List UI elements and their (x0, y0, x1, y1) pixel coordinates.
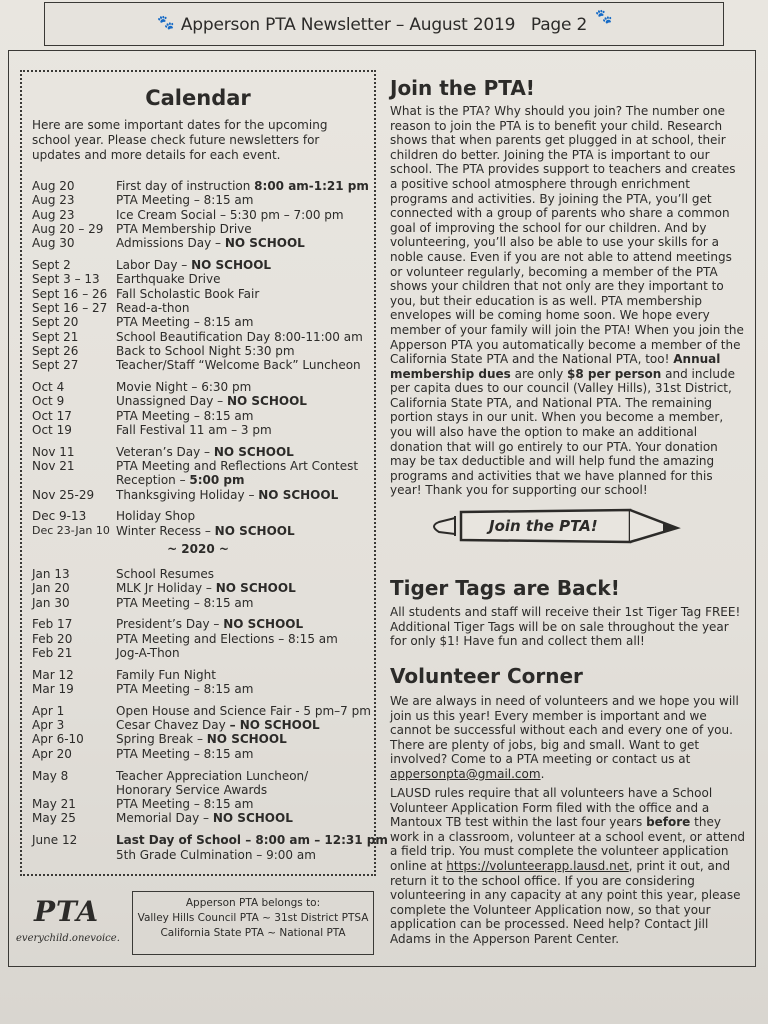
event-date: Feb 17 (32, 617, 73, 632)
event-text: Family Fun Night (116, 667, 216, 682)
event-text: PTA Meeting and Reflections Art Contest (116, 458, 359, 473)
header-title (45, 15, 723, 35)
tiger-tags-body: All students and staff will receive their 1st Tiger Tag FREE! Additional Tiger Tags will be on sale throughout the year for only $1! Have fun and collect them all! (390, 605, 741, 649)
event-date: Sept 2 (32, 258, 71, 272)
pencil-graphic (425, 502, 685, 550)
affiliation-line: Valley Hills Council PTA ~ 31st District PTSA (137, 912, 369, 924)
event-date: Jan 13 (32, 566, 70, 581)
event-date: Sept 20 (32, 315, 79, 330)
event-description (116, 179, 369, 193)
event-date: Aug 30 (32, 236, 75, 251)
event-description (116, 301, 189, 315)
event-date: May 8 (32, 768, 69, 783)
event-description (116, 380, 251, 394)
event-text: Ice Cream Social – 5:30 pm – 7:00 pm (116, 207, 344, 222)
event-date: Mar 19 (32, 682, 74, 696)
event-description (116, 330, 363, 344)
rules-text: , print it out, and return it to the school office. If you are considering volunteering in any capacity at any point this year, please complete the Volunteer Application now, so that your application can be processed. Need help? Contact Jill Adams in the Apperson Parent Center. (390, 858, 741, 946)
event-highlight: Last Day of School – 8:00 am – 12:31 pm (116, 833, 388, 848)
event-date: Mar 12 (32, 667, 74, 682)
event-text: Admissions Day – (116, 236, 225, 251)
dues-mid: are only (510, 366, 568, 381)
calendar-title: Calendar (145, 86, 251, 110)
event-description (116, 344, 295, 358)
event-text: PTA Meeting – 8:15 am (116, 682, 254, 696)
event-description (116, 783, 267, 797)
join-title: Join the PTA! (390, 76, 535, 100)
event-highlight: NO SCHOOL (212, 811, 293, 826)
event-highlight: NO SCHOOL (191, 258, 272, 272)
event-highlight: 5:00 pm (189, 473, 245, 488)
volunteer-app-link[interactable]: https://volunteerapp.lausd.net (446, 858, 629, 873)
tiger-tags-title: Tiger Tags are Back! (390, 576, 620, 600)
event-description (116, 833, 388, 847)
paw-print-icon: 🐾 (157, 15, 175, 31)
event-description (116, 581, 296, 595)
pencil-eraser (434, 518, 455, 534)
event-description (116, 567, 214, 581)
volunteer-paragraph: We are always in need of volunteers and we hope you will join us this year! Every member is important and we cannot be successful without each and every one of you. There are plenty of jobs, big and small. Want to get involved? Come to a PTA meeting or contact us at (390, 694, 739, 767)
calendar-box (20, 70, 388, 876)
event-text: First day of instruction (116, 179, 255, 193)
event-text: President’s Day – (116, 617, 224, 632)
event-highlight: NO SCHOOL (258, 487, 339, 502)
event-description (116, 646, 180, 660)
event-text: Spring Break – (116, 732, 207, 747)
event-text: Fall Scholastic Book Fair (116, 286, 260, 301)
event-date: May 25 (32, 811, 76, 826)
event-date: Sept 3 – 13 (32, 272, 100, 287)
affiliation-line: Apperson PTA belongs to: (185, 897, 321, 909)
event-text: Movie Night – 6:30 pm (116, 379, 252, 394)
event-date: Dec 9-13 (32, 509, 87, 524)
volunteer-rules (390, 786, 746, 947)
event-description (116, 445, 294, 459)
event-description (116, 509, 195, 523)
event-description (116, 236, 305, 250)
event-text: Honorary Service Awards (116, 782, 268, 797)
affiliation-box (132, 891, 374, 955)
event-date: Aug 23 (32, 193, 75, 208)
event-text: Earthquake Drive (116, 272, 221, 287)
event-date: Apr 20 (32, 746, 72, 761)
event-description (116, 632, 338, 646)
event-text: Unassigned Day – (116, 394, 227, 409)
event-highlight: NO SCHOOL (215, 581, 296, 596)
event-description (116, 208, 344, 222)
event-text: School Resumes (116, 566, 215, 581)
volunteer-intro: We are always in need of volunteers and we hope you will join us this year! Every member is important and we cannot be successful without each and every one of you. There are plenty of jobs, big and small. Want to get involved? Come to a PTA meeting or contact us at appersonpta@gmail.com. (390, 694, 739, 781)
event-date: Sept 26 (32, 343, 79, 358)
year-divider: ~ 2020 ~ (167, 542, 229, 556)
join-body (390, 104, 746, 498)
event-date: Jan 20 (32, 581, 70, 596)
event-text: Holiday Shop (116, 509, 196, 524)
event-description (116, 617, 303, 631)
event-description (116, 459, 358, 473)
event-text: 5th Grade Culmination – 9:00 am (116, 847, 316, 862)
event-description (116, 258, 271, 272)
event-description (116, 797, 253, 811)
event-date: Aug 20 – 29 (32, 221, 104, 236)
join-paragraph: What is the PTA? Why should you join? The number one reason to join the PTA is to benefit your child. Research shows that when parents get plugged in at school, their children do better. Joining the PTA is important to our school. The PTA provides support to teachers and creates a positive school atmosphere through enrichment programs and activities. By joining the PTA, you’ll get connected with a group of parents who share a common goal of improving the school for our children. And by volunteering, you’ll also be able to use your skills for a noble cause. Even if you are not able to attend meetings or volunteer regularly, becoming a member of the PTA shows your children that not only are they important to you, but their education is as well. PTA membership envelopes will be coming home soon. We hope every member of your family will join the PTA! When you join the Apperson PTA you automatically become a member of the California State PTA and the National PTA, too! (390, 104, 744, 367)
event-date: Aug 23 (32, 207, 75, 222)
event-description (116, 394, 307, 408)
event-text: PTA Meeting – 8:15 am (116, 595, 254, 610)
event-text: PTA Meeting – 8:15 am (116, 746, 254, 761)
event-description (116, 409, 253, 423)
event-date: Nov 25-29 (32, 487, 95, 502)
event-text: Labor Day – (116, 258, 192, 272)
event-highlight: NO SCHOOL (206, 732, 287, 747)
event-date: Sept 27 (32, 358, 79, 373)
pta-logo-tagline: everychild.onevoice. (16, 933, 120, 944)
event-description (116, 358, 361, 372)
event-text: Reception – (116, 473, 190, 488)
pta-logo-mark: PTA (34, 895, 100, 928)
event-description (116, 848, 316, 862)
newsletter-header (44, 2, 724, 46)
event-description (116, 668, 216, 682)
event-description (116, 315, 253, 329)
event-date: Oct 17 (32, 408, 72, 423)
event-description (116, 811, 293, 825)
event-date: Sept 16 – 27 (32, 300, 108, 315)
event-text: Cesar Chavez Day (116, 718, 230, 733)
event-text: Read-a-thon (116, 300, 190, 315)
event-description (116, 524, 295, 538)
event-text: Jog-A-Thon (116, 645, 180, 660)
event-description (116, 222, 252, 236)
volunteer-title: Volunteer Corner (390, 664, 583, 688)
event-highlight: NO SCHOOL (213, 444, 294, 459)
calendar-intro: Here are some important dates for the upcoming school year. Please check future newsletters for updates and more details for each event. (32, 118, 328, 162)
dues-amount: $8 per person (567, 366, 662, 381)
event-text: Teacher/Staff “Welcome Back” Luncheon (116, 358, 361, 373)
event-text: PTA Meeting – 8:15 am (116, 315, 254, 330)
event-description (116, 769, 308, 783)
event-description (116, 287, 259, 301)
event-description (116, 747, 253, 761)
event-highlight: NO SCHOOL (214, 523, 295, 538)
event-description (116, 704, 371, 718)
dues-label: Annual membership dues (390, 352, 721, 381)
event-date: June 12 (32, 833, 78, 848)
event-highlight: – NO SCHOOL (229, 718, 320, 733)
event-text: Memorial Day – (116, 811, 213, 826)
rules-text: they work in a classroom, volunteer at a school event, or attend a field trip. You must complete the volunteer application online at (390, 815, 746, 873)
event-date: Feb 20 (32, 631, 73, 646)
affiliation-line: California State PTA ~ National PTA (160, 927, 346, 939)
event-text: Fall Festival 11 am – 3 pm (116, 422, 272, 437)
event-highlight: NO SCHOOL (226, 394, 307, 409)
event-date: Oct 4 (32, 379, 65, 394)
event-date: Nov 21 (32, 458, 75, 473)
event-text: Winter Recess – (116, 523, 215, 538)
event-description (116, 272, 220, 286)
pta-logo (14, 895, 126, 955)
event-text: PTA Meeting and Elections – 8:15 am (116, 631, 338, 646)
event-description (116, 732, 287, 746)
event-text: PTA Meeting – 8:15 am (116, 408, 254, 423)
pta-email-link[interactable]: appersonpta@gmail.com (390, 766, 541, 781)
event-description (116, 718, 320, 732)
event-date: Sept 21 (32, 329, 79, 344)
pencil-text: Join the PTA! (489, 517, 598, 535)
event-description (116, 596, 253, 610)
event-text: PTA Meeting – 8:15 am (116, 193, 254, 208)
paw-print-icon: 🐾 (595, 9, 613, 25)
event-date: Aug 20 (32, 179, 75, 193)
event-text: Teacher Appreciation Luncheon/ (116, 768, 309, 783)
event-text: School Beautification Day 8:00-11:00 am (116, 329, 363, 344)
event-highlight: NO SCHOOL (224, 236, 305, 251)
event-date: May 21 (32, 797, 76, 812)
event-description (116, 423, 272, 437)
rules-text: LAUSD rules require that all volunteers have a School Volunteer Application Form filed with the office and a Mantoux TB test within the last four years (390, 786, 713, 830)
event-highlight: NO SCHOOL (223, 617, 304, 632)
event-date: Oct 19 (32, 422, 72, 437)
event-highlight: 8:00 am-1:21 pm (254, 179, 369, 193)
event-text: Veteran’s Day – (116, 444, 214, 459)
event-date: Dec 23-Jan 10 (32, 523, 110, 537)
event-date: Sept 16 – 26 (32, 286, 108, 301)
event-text: Back to School Night 5:30 pm (116, 343, 295, 358)
page-number: Page 2 (530, 15, 588, 35)
event-date: Apr 6-10 (32, 732, 84, 747)
event-description (116, 473, 245, 487)
newsletter-title: Apperson PTA Newsletter – August 2019 (180, 15, 516, 35)
event-date: Apr 1 (32, 703, 65, 718)
event-date: Apr 3 (32, 718, 65, 733)
event-text: PTA Membership Drive (116, 221, 252, 236)
dues-text: and include per capita dues to our council (Valley Hills), 31st District, California State PTA, and National PTA. The remaining portion stays in our unit. When you become a member, you will also have the option to make an additional donation that will go entirely to our PTA. Your donation may be tax deductible and will help fund the amazing programs and activities that we have planned for this year! Thank you for supporting our school! (390, 366, 735, 498)
event-text: Open House and Science Fair - 5 pm–7 pm (116, 703, 371, 718)
event-text: Thanksgiving Holiday – (116, 487, 259, 502)
event-date: Oct 9 (32, 394, 65, 409)
event-description (116, 488, 338, 502)
event-date: Nov 11 (32, 444, 75, 459)
event-text: MLK Jr Holiday – (116, 581, 216, 596)
event-description (116, 682, 253, 696)
event-date: Jan 30 (32, 595, 70, 610)
event-text: PTA Meeting – 8:15 am (116, 797, 254, 812)
event-description (116, 193, 253, 207)
rules-bold: before (646, 815, 691, 830)
event-date: Feb 21 (32, 645, 73, 660)
